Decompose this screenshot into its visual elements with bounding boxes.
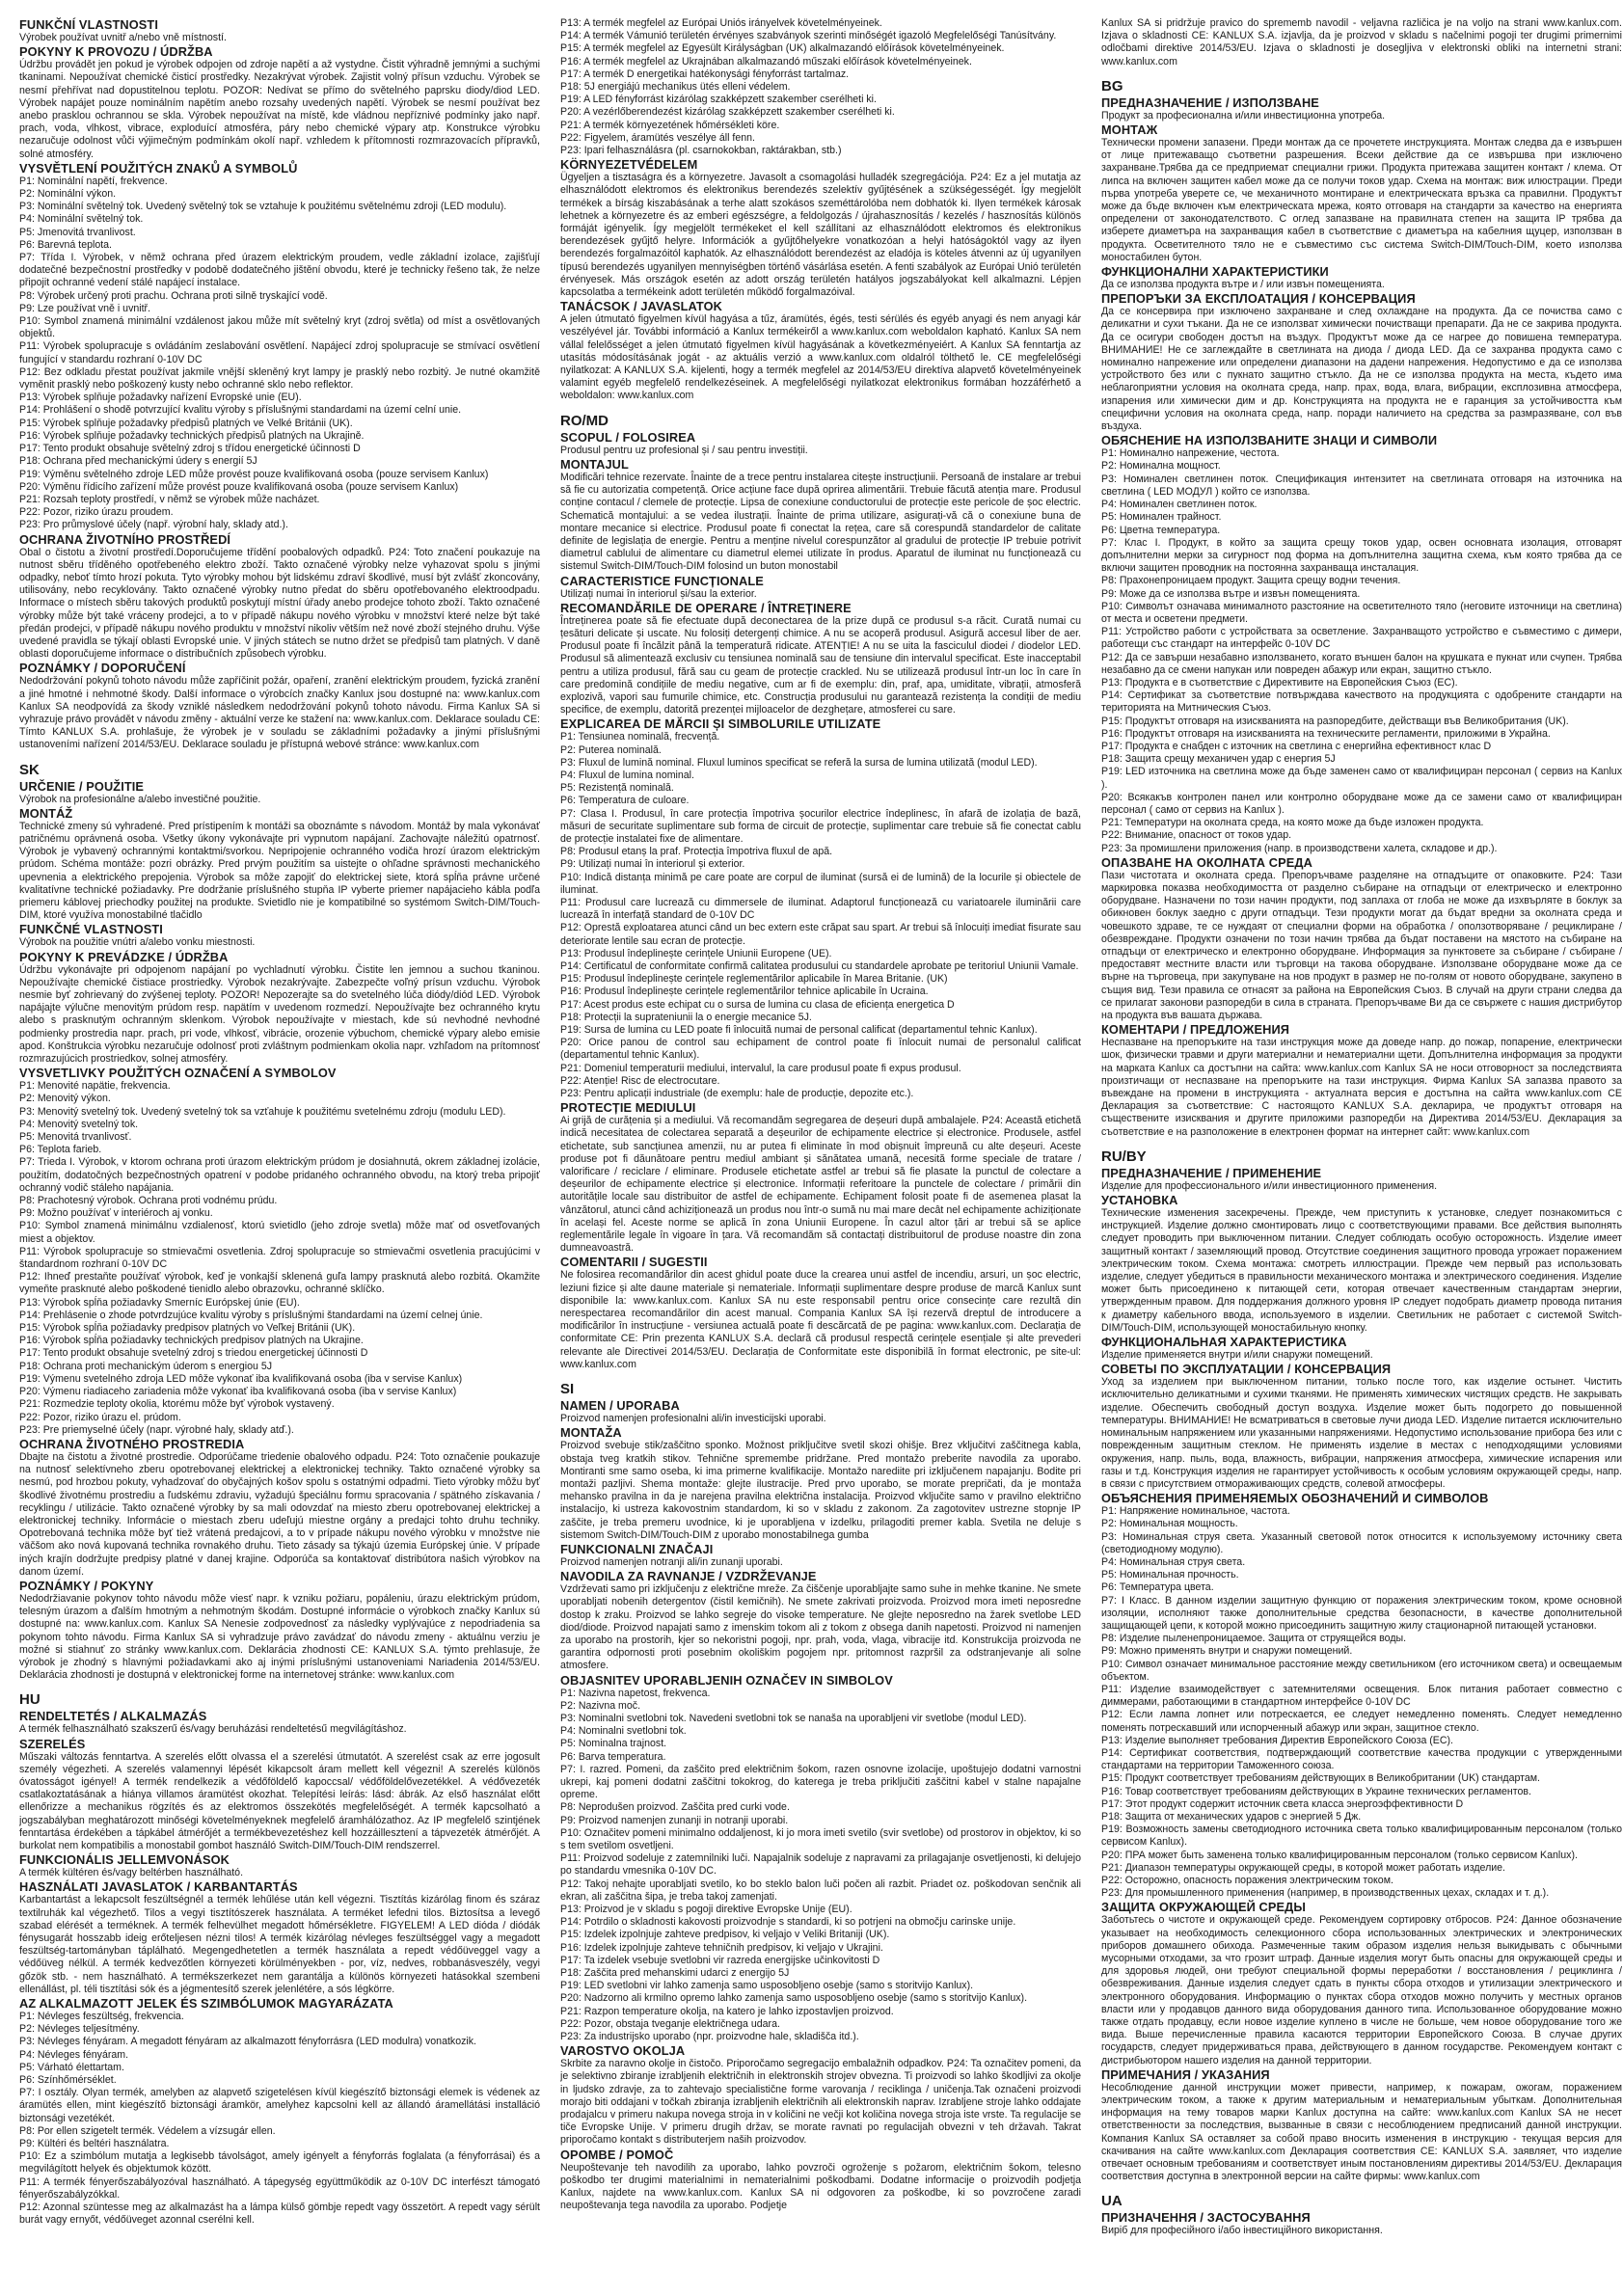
symbol-explanation: P20: Orice panou de control sau echipament de control poate fi înlocuit numai de personalul calificat (departamentul tehnic Kanlux).	[560, 1037, 1081, 1062]
symbol-explanation: P17: Этот продукт содержит источник света класса энергоэффективности D	[1101, 1797, 1464, 1810]
paragraph: Vzdrževati samo pri izključenju z električne mreže. Za čiščenje uporabljajte samo suhe in mehke tkanine. Ne smete uporabljati nobenih detergentov (čistil kemičnih). Ne smete zakrivati proizvoda. Proizvod mora imeti neposredne dostop k zraku. Proizvod se lahko segreje do visoke temperature. Ne glejte neposredno na žarek svetlobe LED diod/diode. Proizvod napajati samo z imenskim tokom ali z tokom z obsega danih napetosti. Proizvod ni namenjen za uporabo na prostorih, kjer so nekoristni pogoji, npr. prah, voda, vlaga, vibracije itd. Konstrukcija proizvoda ne garantira odpornosti proti posebnim okoliškim pogojem npr. pritomnost razpršil za odstranjevanje ali solne atmosfere.	[560, 1583, 1081, 1672]
section-bg	[1101, 78, 1622, 1139]
symbol-explanation: P10: Символ означает минимальное расстояние между светильником (его источником света) и освещаемым объектом.	[1101, 1658, 1622, 1683]
heading: ПРЕДНАЗНАЧЕНИЕ / ИЗПОЛЗВАНЕ	[1101, 95, 1319, 110]
symbol-explanation: P13: A termék megfelel az Európai Uniós irányelvek követelményeinek.	[560, 17, 882, 29]
symbol-explanation: P7: Trieda I. Výrobok, v ktorom ochrana proti úrazom elektrickým prúdom je dosiahnutá, okrem základnej izolácie, použitím, dodatočných bezpečnostných opatrení v podobe pridaného ochranného obvodu, na ktorý treba pripojiť ochranný vodič stáleho napájania.	[19, 1156, 540, 1194]
section-hu-tail	[560, 17, 1081, 403]
symbol-explanation: P2: Puterea nominală.	[560, 743, 662, 756]
symbol-explanation: P6: Barevná teplota.	[19, 238, 112, 251]
symbol-explanation: P19: A LED fényforrást kizárólag szakképzett szakember cserélheti ki.	[560, 94, 877, 106]
symbol-explanation: P6: Цветна температура.	[1101, 524, 1221, 536]
paragraph: Výrobok na profesionálne a/alebo investičné použitie.	[19, 793, 261, 805]
symbol-explanation: P15: Продукт соответствует требованиям действующих в Великобритании (UK) стандартам.	[1101, 1772, 1540, 1785]
symbol-explanation: P13: Продукта е в съответствие с Директивите на Европейския Съюз (ЕС).	[1101, 676, 1458, 689]
symbol-explanation: P5: Nominalna trajnost.	[560, 1738, 667, 1750]
symbol-explanation: P14: Potrdilo o skladnosti kakovosti proizvodnje s standardi, ki so potrjeni na območju carinske unije.	[560, 1916, 1016, 1929]
paragraph: Пази чистотата и околната среда. Препоръчваме разделяне на отпадъците от опаковките. P24: Тази маркировка показва необходимостта от разделно събиране на отпадъци от електрическо и електронно оборудване. Назначени по този начин продукти, под заплаха от глоба не може да изхвърляте в боклук за обикновен боклук заедно с други отпадъци. Тези продукти могат да бъдат вредни за околната среда и човешкото здраве, те се нуждаят от специални форми на обработка / оползотворяване / рециклиране / обезвреждане. Продукти означени по този начин трябва да бъдат поставени на мястото на събиране на отпадъци от електрическо и електронно оборудване. Информация за пунктовете за събиране / събиране / предоставят местните власти или търговци на такова оборудване. Използване оборудване може да се върне на търговеца, при закупуване на нов продукт в размер не по-голям от новото оборудване, закупено в същия вид. Тези правила се отнасят за района на Европейския Съюз. В случай на други страни следва да се прилагат законови разпоредби в сила в страната. Препоръчваме Ви да се свържете с нашия дистрибутор на продукта във вашата държава.	[1101, 869, 1622, 1022]
heading: NAVODILA ZA RAVNANJE / VZDRŽEVANJE	[560, 1569, 817, 1584]
symbol-explanation: P2: Номинална мощност.	[1101, 460, 1221, 473]
symbol-explanation: P18: Ochrana proti mechanickým úderom s energiou 5J	[19, 1360, 273, 1372]
symbol-list	[560, 1688, 1081, 2044]
symbol-explanation: P14: Certificatul de conformitate confirmă calitatea produsului cu standardele aprobate pe teritoriul Uniunii Vamale.	[560, 960, 1079, 972]
heading: КОМЕНТАРИ / ПРЕДЛОЖЕНИЯ	[1101, 1022, 1290, 1038]
symbol-explanation: P9: Možno používať v interiéroch aj vonku.	[19, 1207, 213, 1220]
symbol-explanation: P15: A termék megfelel az Egyesült Királyságban (UK) alkalmazandó előírások követelményeinek.	[560, 42, 1005, 55]
symbol-explanation: P22: Pozor, riziko úrazu el. prúdom.	[19, 1411, 181, 1423]
symbol-explanation: P8: Изделие пыленепроницаемое. Защита от струящейся воды.	[1101, 1633, 1407, 1645]
symbol-explanation: P21: A termék környezetének hőmérsékleti köre.	[560, 119, 780, 131]
symbol-explanation: P20: Nadzorno ali krmilno opremo lahko zamenja samo usposobljeno osebje (samo s storitvijo Kanlux).	[560, 1992, 1028, 2005]
paragraph: Technické zmeny sú vyhradené. Pred prístipením k montáži sa oboznámte s návodom. Montáž by mala vykonávať patričnému oprávnená osoba. Všetky úkony vykonávajte pri vypnutom napájaní. Zachovajte náležitú opatrnosť. Výrobok je vybavený ochrannými kontaktmi/svorkou. Nepripojenie ochranného vodiča hrozí úrazom elektrickým prúdom. Schéma montáže: pozri obrázky. Pred prvým použitím sa uistejte o ohľadne správnosti mechanického upevnenia a elektrického prepojenia. Výrobok sa môže zapojiť do elektrickej siete, ktorá spĺňa právne určené kvalitatívne technické požiadavky. Pre dodržanie príslušného stupňa IP vyberte priemer napájacieho kábla podľa priemeru káblovej priechodky použitej na produkte. Svietidlo nie je kompatibilné so systémom Switch-DIM/Touch-DIM, ktoré využíva monostabilné tlačidlo	[19, 820, 540, 922]
paragraph: Да се използва продукта вътре и / или извън помещенията.	[1101, 279, 1385, 291]
symbol-explanation: P4: Névleges fényáram.	[19, 2048, 129, 2061]
symbol-explanation: P10: Označitev pomeni minimalno oddaljenost, ki jo mora imeti svetilo (svir svetlobe) od prostorov in objektov, ki so s tem svetilom osvetljeni.	[560, 1826, 1081, 1851]
paragraph: Neupoštevanje teh navodilih za uporabo, lahko povzroči ogroženje s požarom, električnim šokom, telesno poškodbo ter drugimi materialnimi in nematerialnimi poškodbami. Dodatne informacije o proizvodih podjetja Kanlux, najdete na www.kanlux.com. Kanlux SA ni odgovoren za poškodbe, ki so povzročene zaradi neupoštevanja tega navodila za uporabo. Podjetje	[560, 2161, 1081, 2212]
symbol-explanation: P5: Várható élettartam.	[19, 2061, 124, 2073]
symbol-explanation: P14: A termék Vámunió területén érvényes szabványok szerinti minőségét igazoló Megfelelőségi Tanúsítvány.	[560, 30, 1057, 42]
symbol-explanation: P8: Produsul etanș la praf. Protecția împotriva fluxul de apă.	[560, 846, 833, 858]
symbol-explanation: P5: Номинален трайност.	[1101, 511, 1222, 524]
symbol-list	[19, 2011, 540, 2227]
paragraph: Неспазване на препоръките на тази инструкция може да доведе напр. до пожар, попарение, електрически шок, физически травми и други материални и нематериални щети. Допълнителна информация за продукти на марката Kanlux са достъпни на сайта: www.kanlux.com Kanlux SA не носи отговорност за последствията произтичащи от неспазване на препоръките на тази инструкция. Фирма Kanlux SA запазва правото за въвеждане на промени в инструкцията - актуалната версия е достъпна на сайта www.kanlux.com CE Декларация за съответствие: С настоящото KANLUX S.A. декларира, че продуктът отговаря на съществените изисквания и другите приложими разпоредби на Директива 2014/53/EU. Декларация за съответствие е на разположение в електронен формат на интернет сайт: www.kanlux.com	[1101, 1037, 1622, 1138]
symbol-explanation: P23: Pro průmyslové účely (např. výrobní haly, sklady atd.).	[19, 519, 288, 531]
column-2	[560, 17, 1081, 2283]
paragraph: Nedodržiavanie pokynov tohto návodu môže viesť napr. k vzniku požiaru, popáleniu, úrazu elektrickým prúdom, telesným úrazom a ďalším hmotným a nehmotným škodám. Dostupné informácie o výrobkoch značky Kanlux sú dostupné na: www.kanlux.com. Kanlux SA Nenesie zodpovednosť za následky vyplývajúce z nepodriadenia sa pokynom tohto návodu. Firma Kanlux SA si vyhradzuje právo zavádzať do návodu zmeny - aktuálnu verziu je možné si stiahnuť zo stránky www.kanlux.com. Deklarácia zhodnosti CE: KANLUX S.A. týmto prehlasuje, že výrobok je zhodný s hlavnými požiadavkami ako aj inými príslušnými ustanoveniami Nariadenia 2014/53/EU. Deklarácia zhodnosti je dostupná v elektronickej forme na internetovej stránke: www.kanlux.com	[19, 1592, 540, 1682]
symbol-explanation: P16: A termék megfelel az Ukrajnában alkalmazandó műszaki előírások követelményeinek.	[560, 55, 972, 68]
heading: VYSVETLIVKY POUŽITÝCH OZNAČENÍ A SYMBOLOV	[19, 1066, 337, 1081]
symbol-explanation: P15: Продуктът отговаря на изискванията на разпоредбите, действащи във Великобритания (UK).	[1101, 715, 1569, 727]
paragraph: Údržbu vykonávajte pri odpojenom napájaní po vychladnutí výrobku. Čistite len jemnou a suchou tkaninou. Nepoužívajte chemické čistiace prostriedky. Výrobok nezakrývajte. Zabezpečte voľný prísun vzduchu. Výrobok nesmie byť zohrievaný do zvýšenej teploty. POZOR! Nepozerajte sa do svetelného lúča diódy/diód LED. Výrobok napájajte výlučne menovitým prúdom resp. napätím v uvedenom rozmedzí. Nepoužívajte bez ochranného krytu alebo s prasknutým ochranným sklenkom. Výrobok nepoužívajte v miestach, kde sú nevhodné nevhodné podmienky prostredia napr. prach, pri vode, vlhkosť, vibrácie, orozenie výbuchom, chemické výpary alebo emisie apod. Konštrukcia výrobku nezaručuje odolnosť proti zvláštnym podmienkam okolia napr. vzhľadom na prítomnosť rozmrazujúcich prostriedkov, solnej atmosféry.	[19, 963, 540, 1066]
paragraph: A termék kültéren és/vagy beltérben használható.	[19, 1867, 244, 1879]
symbol-explanation: P9: Може да се използва вътре и извън помещенията.	[1101, 587, 1361, 600]
symbol-explanation: P4: Номинальная струя света.	[1101, 1555, 1246, 1568]
paragraph: Изделие для профессионального и/или инвестиционного применения.	[1101, 1179, 1438, 1192]
section-ru	[1101, 1148, 1622, 2184]
symbol-explanation: P11: Produsul care lucrează cu dimmersele de iluminat. Adaptorul funcționează cu variatoarele iluminării care lucrează în interfață standard de 0-10V DC	[560, 896, 1081, 922]
column-1	[19, 17, 540, 2283]
symbol-explanation: P12: Bez odkladu přestat používat jakmile vnější skleněný kryt lampy je prasklý nebo rozbitý. Je nutné okamžitě vyměnit prasklý nebo poškozený kusty nebo ochranné sklo nebo reflektor.	[19, 365, 540, 392]
symbol-explanation: P11: Výrobok spolupracuje so stmievačmi osvetlenia. Zdroj spolupracuje so stmievačmi osvetlenia pracujúcimi v štandardnom rozhraní 0-10V DC	[19, 1245, 540, 1271]
symbol-explanation: P16: Výrobek splňuje požadavky technických předpisů platných na Ukrajině.	[19, 429, 365, 442]
paragraph: Utilizați numai în interiorul și/sau la exterior.	[560, 587, 757, 600]
symbol-explanation: P3: Névleges fényáram. A megadott fényáram az alkalmazott fényforrásra (LED modulra) vonatkozik.	[19, 2036, 476, 2048]
heading: HASZNÁLATI JAVASLATOK / KARBANTARTÁS	[19, 1879, 298, 1895]
heading: MONTÁŽ	[19, 805, 73, 821]
language-code: SK	[19, 761, 40, 778]
symbol-explanation: P1: Menovité napätie, frekvencia.	[19, 1080, 171, 1093]
symbol-explanation: P16: Produsul îndeplinește cerințele reglementărilor tehnice aplicabile în Ucraina.	[560, 986, 929, 998]
symbol-explanation: P18: Ochrana před mechanickými údery s energií 5J	[19, 455, 257, 468]
heading: УСТАНОВКА	[1101, 1193, 1178, 1208]
section-si-tail	[1101, 17, 1622, 68]
paragraph: Продукт за професионална и/или инвестиционна употреба.	[1101, 109, 1386, 122]
heading: FUNKCIONALNI ZNAČAJI	[560, 1541, 714, 1556]
symbol-explanation: P2: Nominální výkon.	[19, 188, 117, 201]
symbol-explanation: P12: Если лампа лопнет или потрескается, ее следует немедленно поменять. Следует немедленно поменять потрескавший или испорченный абажур или экран, защитное стекло.	[1101, 1709, 1622, 1734]
language-code: RO/MD	[560, 412, 609, 429]
symbol-explanation: P3: Номинален светлинен поток. Спецификация интензитет на светлината отговаря на източника на светлина ( LED МОДУЛ ) който се използва.	[1101, 473, 1622, 498]
symbol-explanation: P19: Výmenu svetelného zdroja LED môže vykonať iba kvalifikovaná osoba (iba v servise Kanlux)	[19, 1372, 463, 1385]
heading: VYSVĚTLENÍ POUŽITÝCH ZNAKŮ A SYMBOLŮ	[19, 160, 298, 176]
symbol-explanation: P20: Výměnu řídicího zařízení může provést pouze kvalifikovaná osoba (pouze servisem Kanlux)	[19, 480, 459, 493]
symbol-explanation: P1: Nazivna napetost, frekvenca.	[560, 1687, 711, 1699]
symbol-explanation: P1: Nominální napětí, frekvence.	[19, 175, 168, 187]
symbol-explanation: P9: Proizvod namenjen zunanji in notranji uporabi.	[560, 1814, 789, 1826]
symbol-explanation: P11: Výrobek spolupracuje s ovládáním zeslabování osvětlení. Napájecí zdroj spolupracuje se stmívací osvětlení fungující v standardu rozhraní 0-10V DC	[19, 340, 540, 365]
symbol-explanation: P16: Товар соответствует требованиям действующих в Украине технических регламентов.	[1101, 1785, 1531, 1797]
heading: AZ ALKALMAZOTT JELEK ÉS SZIMBÓLUMOK MAGYARÁZATA	[19, 1996, 393, 2012]
symbol-explanation: P14: Сертификат за съответствие потвърждава качеството на продукцията с одобрените стандарти на територията на Митническия Съюз.	[1101, 689, 1622, 715]
symbol-explanation: P17: Ta izdelek vsebuje svetlobni vir razreda energijske učinkovitosti D	[560, 1954, 880, 1966]
heading: MONTAŽA	[560, 1425, 622, 1441]
symbol-explanation: P16: Výrobok spĺňa požiadavky technických predpisov platných na Ukrajine.	[19, 1335, 364, 1347]
symbol-explanation: P6: Temperatura de culoare.	[560, 795, 690, 807]
language-code: BG	[1101, 77, 1123, 95]
symbol-explanation: P10: Symbol znamená minimální vzdálenost jakou může mít světelný kryt (zdroj světla) od míst a osvětlovaných objektů.	[19, 315, 540, 340]
paragraph: Nedodržování pokynů tohoto návodu může zapříčinit požár, opaření, zranění elektrickým proudem, fyzická zranění a jiné hmotné i nehmotné škody. Další informace o výrobcích značky Kanlux jsou dostupné na: www.kanlux.com Kanlux SA neodpovídá za škody vzniklé následkem nedodržování pokynů tohoto návodu. Firma Kanlux SA si vyhrazuje právo provádět v návodu změny - aktuální verze ke stažení na: www.kanlux.com. Deklarace souladu CE: Tímto KANLUX S.A. prohlašuje, že výrobek je v souladu se základními požadavky a jinými příslušnými ustanoveními nařízení 2014/53/EU. Deklarace souladu je přístupná webové stránce: www.kanlux.com	[19, 675, 540, 751]
symbol-explanation: P6: Barva temperatura.	[560, 1750, 666, 1763]
paragraph: Műszaki változás fenntartva. A szerelés előtt olvassa el a szerelési útmutatót. A szerelést csak az erre jogosult személy végezheti. A szerelés valamennyi lépését kikapcsolt áram mellett kell végezni! A szerelés különös óvatosságot igényel! A termék rendelkezik a védőföldelő kapoccsal/ védőföldelővezetékkel. A védővezeték csatlakoztatásának a hiánya villamos áramütést okozhat. Telepítési leírás: lásd: ábrák. Az első használat előtt ellenőrizze a mechanikus rögzítés és az elektromos összekötés megfelelőségét. A termék kapcsolható a jogszabályban meghatározott minőségi követelményeknek megfelelő áramhálózathoz. Az IP megfelelő szintjének fenntartása érdekében a tápkábel átmérőjét a termékbevezetéshez kell hozzáillesztení a tápvezeték átmérőjét. A burkolat nem kompatibilis a monostabil gombot használó Switch-DIM/Touch-DIM rendszerrel.	[19, 1750, 540, 1851]
heading: ПРИЗНАЧЕННЯ / ЗАСТОСУВАННЯ	[1101, 2210, 1311, 2226]
paragraph: Produsul pentru uz profesional și / sau pentru investiții.	[560, 444, 808, 456]
symbol-explanation: P2: Номинальная мощность.	[1101, 1518, 1238, 1530]
heading: SCOPUL / FOLOSIREA	[560, 429, 696, 445]
symbol-explanation: P16: Izdelek izpolnjuje zahteve tehničnih predpisov, ki veljajo v Ukrajini.	[560, 1941, 883, 1954]
symbol-explanation: P1: Tensiunea nominală, frecvență.	[560, 731, 720, 743]
paragraph: Заботьтесь о чистоте и окружающей среде. Рекомендуем сортировку отбросов. P24: Данное обозначение указывает на необходимость селекционного сбора использованных электрических и электронических приборов домашнего обихода. Размеченные таким образом изделия нельзя выкидывать с обычными мусорными отходами, за что грозит штраф. Данные изделия могут быть опасны для окружающей среды и для здоровья людей, они требуют специальной формы переработки / восстановления / рециклинга / обезвреживания. Данные изделия следует сдать в пункты сбора отходов и утилизации электрического и электронного оборудования. Информацию о пунктах сбора отходов можно получить у местных органов власти или у продавцов данного вида оборудования данного типа. Использованное оборудование можно также отдать продавцу, если новое изделие куплено в числе не больше, чем новое оборудование того же вида. Выше перечисленные правила касаются территории Европейского Союза. В случае других государств, следует придерживаться права, действующего в данном государстве. Рекомендуем контакт с дистрибьютором нашего изделия на данной территории.	[1101, 1914, 1622, 2066]
heading: COMENTARII / SUGESTII	[560, 1255, 708, 1270]
symbol-explanation: P10: Symbol znamená minimálnu vzdialenosť, ktorú svietidlo (jeho zdroje svetla) môže mať od osvetľovaných miest a objektov.	[19, 1220, 540, 1245]
symbol-explanation: P21: Domeniul temperaturii mediului, intervalul, la care produsul poate fi expus produsul.	[560, 1062, 961, 1074]
paragraph: Виріб для професійного і/або інвестиційного використання.	[1101, 2225, 1383, 2237]
symbol-explanation: P3: Nominalni svetlobni tok. Navedeni svetlobni tok se nanaša na uporabljeni vir svetlobe (modul LED).	[560, 1712, 1027, 1724]
symbol-explanation: P23: Для промышленного применения (например, в производственных цехах, складах и т. д.).	[1101, 1887, 1550, 1900]
symbol-explanation: P9: Lze používat vně i uvnitř.	[19, 302, 151, 314]
symbol-explanation: P20: Výmenu riadiaceho zariadenia môže vykonať iba kvalifikovaná osoba (iba v servise Kanlux)	[19, 1386, 457, 1398]
heading: FUNKČNÍ VLASTNOSTI	[19, 17, 158, 32]
symbol-explanation: P7: Třída I. Výrobek, v němž ochrana před úrazem elektrickým proudem, vedle základní izolace, zajišťují dodatečné bezpečnostní prostředky v podobě dodatečného jištění obvodu, které je technicky řešeno tak, že nelze připojit ochranné vedení stálé napájecí instalace.	[19, 252, 540, 289]
symbol-explanation: P19: Возможность замены светодиодного источника света только квалифицированным персоналом (только сервисом Kanlux).	[1101, 1823, 1622, 1849]
symbol-explanation: P1: Névleges feszültség, frekvencia.	[19, 2011, 184, 2023]
symbol-explanation: P17: Tento produkt obsahuje svetelný zdroj s triedou energetickej účinnosti D	[19, 1347, 368, 1360]
symbol-explanation: P12: Да се завърши незабавно използването, когато външен балон на крушката е пукнат или счупен. Трябва незабавно да се смени напукан или повреден абажур или екран, защитно стъкло.	[1101, 651, 1622, 676]
symbol-explanation: P14: Prehlásenie o zhode potvrdzujúce kvalitu výroby s príslušnými štandardami na území celnej únie.	[19, 1309, 483, 1321]
symbol-explanation: P4: Nominální světelný tok.	[19, 213, 144, 226]
symbol-explanation: P15: Izdelek izpolnjuje zahteve predpisov, ki veljajo v Veliki Britaniji (UK).	[560, 1929, 890, 1941]
symbol-explanation: P7: Clasa I. Produsul, în care protecția împotriva șocurilor electrice îndeplinesc, în afară de izolația de bază, măsuri de securitate suplimentare sub forma de circuit de protecție, suplimentar care trebuie să fie conectat cablu de protecție instalatei fixe de alimentare.	[560, 807, 1081, 845]
symbol-explanation: P22: Pozor, riziko úrazu proudem.	[19, 506, 174, 519]
paragraph: Технические изменения засекречены. Прежде, чем приступить к установке, следует познакомиться с инструкцией. Изделие должно смонтировать лицо с соответствующими правами. Все действия выполнять следует проводить при выключенном питании. Следует соблюдать особую осторожность. Изделие имеет защитный контакт / заземляющий провод. Отсутствие соединения защитного провода угрожает поражением электрическим током. Схема монтажа: смотреть иллюстрации. Прежде чем первый раз использовать изделие, следует убедиться в правильности механического монтажа и электрического соединения. Изделие может быть присоединено к питающей сети, которая отвечает качественным стандартам энергии, утвержденным правом. Для поддержания должного уровня IP следует подобрать диаметр провода питания к диаметру кабельного ввода, используемого в изделии. Светильник не работает с системой Switch-DIM/Touch-DIM, использующей моностабильную кнопку.	[1101, 1207, 1622, 1334]
symbol-explanation: P3: Номинальная струя света. Указанный световой поток относится к используемому источнику света (светодиодному модулю).	[1101, 1530, 1622, 1555]
symbol-explanation: P18: Защита от механических ударов с энергией 5 Дж.	[1101, 1810, 1362, 1823]
symbol-explanation: P2: Névleges teljesítmény.	[19, 2023, 140, 2036]
language-code: HU	[19, 1691, 41, 1709]
heading: POKYNY K PROVOZU / ÚDRŽBA	[19, 44, 213, 60]
heading: ПРЕДНАЗНАЧЕНИЕ / ПРИМЕНЕНИЕ	[1101, 1165, 1322, 1180]
heading: NAMEN / UPORABA	[560, 1398, 680, 1414]
symbol-list	[560, 17, 1081, 157]
symbol-explanation: P22: Figyelem, áramütés veszélye áll fenn.	[560, 131, 755, 144]
symbol-explanation: P21: Rozmedzie teploty okolia, ktorému môže byť výrobok vystavený.	[19, 1398, 335, 1411]
heading: СОВЕТЫ ПО ЭКСПЛУАТАЦИИ / КОНСЕРВАЦИЯ	[1101, 1362, 1392, 1377]
symbol-explanation: P21: Rozsah teploty prostředí, v němž se výrobek může nacházet.	[19, 493, 320, 505]
symbol-explanation: P4: Nominalni svetlobni tok.	[560, 1725, 687, 1738]
symbol-explanation: P4: Fluxul de lumina nominal.	[560, 769, 694, 781]
symbol-explanation: P3: Menovitý svetelný tok. Uvedený svetelný tok sa vzťahuje k použitému svetelnému zdroju (modulu LED).	[19, 1105, 506, 1118]
symbol-explanation: P10: Ez a szimbólum mutatja a legkisebb távolságot, amely igényelt a fényforrás foglalata (a fényforrásai) és a megvilágított helyek és objektumok között.	[19, 2150, 540, 2175]
section-cs-tail	[19, 17, 540, 752]
symbol-explanation: P12: Azonnal szüntesse meg az alkalmazást ha a lámpa külső gömbje repedt vagy összetört. A repedt vagy sérült burát vagy ernyőt, védőüveget azonnal cserélni kell.	[19, 2201, 540, 2227]
symbol-explanation: P17: Acest produs este echipat cu o sursa de lumina cu clasa de eficiența energetica D	[560, 998, 955, 1011]
paragraph: Ai grijă de curățenia și a mediului. Vă recomandăm segregarea de deșeuri după ambalajele. P24: Această etichetă indică necesitatea de colectarea separată a deșeurilor de echipamente electrice și electronice. Produsele, astfel etichetate, sub sancțiunea amenzii, nu ar putea fi eliminate în mod obișnuit împreună cu alte deșeuri. Aceste produse pot fi dăunătoare pentru mediul ambiant și sănătatea umană, necesită forme speciale de tratare / valorificare / reciclare / eliminare. Produsele etichetate astfel ar trebui să fie plasate la punctul de colectare a deșeurilor de echipamente electrice și electronice. Informații referitoare la punctele de colectare / primării din autoritățile locale sau distribuitor de astfel de echipamente. Echipament folosit poate fi de asemenea plasat la vânzătorul, atunci când achiziționează un produs nou într-o sumă nu mai mare decât nel echipamente achiziționate în același fel. Aceste norme se aplică în zona Uniunii Europene. În cazul altor țări ar trebui să se aplice reglementările legale în vigoare în țara. Vă recomandăm să contactați distribuitorul de produse noastre din zona dumneavoastră.	[560, 1115, 1081, 1255]
symbol-explanation: P2: Nazivna moč.	[560, 1699, 641, 1712]
heading: ЗАЩИТА ОКРУЖАЮЩЕЙ СРЕДЫ	[1101, 1900, 1306, 1915]
symbol-explanation: P2: Menovitý výkon.	[19, 1093, 111, 1105]
symbol-explanation: P22: Внимание, опасност от токов удар.	[1101, 829, 1292, 842]
symbol-explanation: P9: Можно применять внутри и снаружи помещений.	[1101, 1645, 1353, 1658]
symbol-explanation: P4: Номинален светлинен поток.	[1101, 499, 1258, 511]
heading: RENDELTETÉS / ALKALMAZÁS	[19, 1709, 207, 1724]
symbol-explanation: P7: I osztály. Olyan termék, amelyben az alapvető szigetelésen kívül kiegészítő biztonsági elemek is védenek az áramütés ellen, mint kiegészítő biztonsági áramkör, amelyhez kapcsolni kell az állandó áramellátási installáció biztonsági vezetékét.	[19, 2087, 540, 2124]
language-code: UA	[1101, 2193, 1123, 2210]
symbol-explanation: P13: Výrobek splňuje požadavky nařízení Evropské unie (EU).	[19, 392, 302, 404]
symbol-explanation: P8: Prachotesný výrobok. Ochrana proti vodnému prúdu.	[19, 1195, 278, 1207]
symbol-explanation: P8: Por ellen szigetelt termék. Védelem a vízsugár ellen.	[19, 2124, 276, 2137]
language-code: SI	[560, 1381, 575, 1398]
symbol-explanation: P19: LED източника на светлина може да бъде заменен само от квалифициран персонал ( сервиз на Kanlux ).	[1101, 766, 1622, 791]
symbol-explanation: P19: LED svetlobni vir lahko zamenja samo usposobljeno osebje (samo s storitvijo Kanlux).	[560, 1980, 974, 1992]
paragraph: Изделие применяется внутри и/или снаружи помещений.	[1101, 1349, 1373, 1362]
heading: OCHRANA ŽIVOTNÉHO PROSTREDIA	[19, 1436, 245, 1451]
heading: SZERELÉS	[19, 1736, 86, 1751]
symbol-explanation: P20: ПРА может быть заменена только квалифицированным персоналом (только сервисом Kanlux).	[1101, 1849, 1578, 1861]
symbol-explanation: P5: Номинальная прочность.	[1101, 1569, 1239, 1581]
symbol-explanation: P9: Utilizați numai în interiorul și exterior.	[560, 858, 745, 871]
paragraph: Dbajte na čistotu a životné prostredie. Odporúčame triedenie obalového odpadu. P24: Toto označenie poukazuje na nutnosť selektívneho zberu opotrebovanej elektrickej a elektronickej techniky. Takto označené výrobky sa nesmú, pod hrozbou pokuty, vyhadzovať do obyčajných košov spolu s ostatnými odpadmi. Tieto výrobky môžu byť škodlivé životnému prostrediu a ľudskému zdraviu, vyžadujú špeciálnu formu spracovania / spätného získavania / recyklingu / utilizácie. Takto označené výrobky by sa mali odovzdať na miesto zberu opotrebovanej elektrickej a elektronickej techniky. Informácie o miestach zberu udeľujú miestne orgány a predajci tohto druhu techniky. Opotrebovaná technika môže byť tiež vrátená predajcovi, a to v prípade nákupu nového výrobku v množstve nie väčšom ako nová kupovaná technika rovnakého druhu. Tieto zásady sa týkajú územia Európskej únie. V prípade iných krajín dodržujte predpisy platné v danej krajine. Odporúča sa kontaktovať distribútora našich výrobkov na danom území.	[19, 1450, 540, 1578]
symbol-list	[1101, 1505, 1622, 1900]
symbol-explanation: P20: A vezérlőberendezést kizárólag szakképzett szakember cserélheti ki.	[560, 106, 895, 119]
symbol-explanation: P13: Výrobok spĺňa požiadavky Smerníc Európskej únie (EU).	[19, 1296, 300, 1309]
symbol-explanation: P10: Символът означава минималното разстояние на осветителното тяло (неговите източници на светлина) от места и осветени предмети.	[1101, 600, 1622, 625]
symbol-explanation: P23: Pentru aplicații industriale (de exemplu: hale de producție, depozite etc.).	[560, 1088, 914, 1100]
paragraph: Proizvod svebuje stik/zaščitno sponko. Možnost priključitve svetil skozi ohišje. Brez vključitvi zaščitnega kabla, obstaja tveg kratkih stikov. Tehnične spremembe pridržane. Pred montažo preberite navodila za uporabo. Montiranti sme samo oseba, ki ima primerne kvalifikacije. Montažo narediite pri izključenem napajanju. Bodite pri montaži pazljivi. Shema montaže: glejte ilustracije. Pred prvo uporabo, se morate prepričati, da je montaža mehansko pravilna in da je narejena pravilna električna instalacija. Proizvod vključite samo v pravilno električno instalacijo, ki ustreza kakovostnim standardom, ki so v skladu z zakonom. Za zagotovitev ustrezne stopnje IP zaščite, je treba premeru uvodnice, ki je uporabljena v izdelku, prilagoditi premer kabla. Svetila ne deluje s sistemom Switch-DIM/Touch-DIM z uporabo monostabilnega gumba	[560, 1440, 1081, 1541]
symbol-explanation: P15: Výrobek splňuje požadavky předpisů platných ve Velké Británii (UK).	[19, 417, 353, 429]
symbol-explanation: P11: Proizvod sodeluje z zatemnilniki luči. Napajalnik sodeluje z napravami za prilagajanje osvetljenosti, ki delujejo po standardu vmesnika 0-10V DC.	[560, 1852, 1081, 1877]
heading: EXPLICAREA DE MĂRCII ȘI SIMBOLURILE UTILIZATE	[560, 716, 881, 732]
symbol-explanation: P6: Температура цвета.	[1101, 1581, 1214, 1594]
symbol-explanation: P6: Színhőmérséklet.	[19, 2074, 117, 2087]
heading: ОБЪЯСНЕНИЯ ПРИМЕНЯЕМЫХ ОБОЗНАЧЕНИЙ И СИМВОЛОВ	[1101, 1491, 1489, 1506]
symbol-explanation: P7: Клас I. Продукт, в който за защита срещу токов удар, освен основната изолация, отговарят допълнителни мерки за сигурност под форма на допълнителна защитна схема, към която трябва да се включи защитен проводник на постоянна захранваща инсталация.	[1101, 536, 1622, 575]
paragraph: Întreținerea poate să fie efectuate după deconectarea de la prize după ce produsul s-a răcit. Curată numai cu țesături delicate și uscate. Nu folosiți detergenți chimice. A nu se acoperă produsul. Asigură accesul liber de aer. Produsul poate fi încălzit până la temperatură ridicate. ATENȚIE! A nu se uita la fasciculul diodei / diodelor LED. Produsul să alimentează exclusiv cu tensiunea nominală sau de tensiune din intervalul specificat. Este inacceptabil pentru a utiliza produsul, fără sau cu geam de protecție crackled. Nu se utilizează produsul într-un loc în care în care predomină condițiile de mediu negative, cum ar fi de exemplu: din, praf, apa, umiditate, vibrații, atmosferă explozivă, vapori sau fumurile chimice, etc. Construcția produsului nu garantează rezistența la condiții de mediu specifice, de exemplu, datorită prezenței mijloacelor de dezghețare, atmosferei cu sare.	[560, 614, 1081, 716]
symbol-explanation: P12: Takoj nehajte uporabljati svetilo, ko bo steklo balon luči počen ali razbit. Priadet oz. poškodovan senčnik ali ekran, ali zaščitna šipa, je treba takoj zamenjati.	[560, 1877, 1081, 1903]
symbol-explanation: P15: Výrobok spĺňa požiadavky predpisov platných vo Veľkej Británii (UK).	[19, 1322, 356, 1335]
symbol-explanation: P7: I. razred. Pomeni, da zaščito pred električnim šokom, razen osnovne izolacije, upoštujejo dodatni varnostni ukrepi, kaj pomeni dodatni zaščitni tokokrog, do katerega je treba priključiti zaščitni kabel v stalne napajalne opreme.	[560, 1763, 1081, 1801]
heading: RECOMANDĂRILE DE OPERARE / ÎNTREȚINERE	[560, 600, 852, 615]
symbol-explanation: P15: Produsul îndeplinește cerințele reglementărilor aplicabile în Marea Britanie. (UK)	[560, 973, 948, 986]
heading: POZNÁMKY / DOPORUČENÍ	[19, 661, 186, 676]
paragraph: Да се консервира при изключено захранване и след охлаждане на продукта. Да се почиства само с деликатни и сухи тъкани. Да не се използват химически почистващи препарати. Да не се закрива продукта. Да се осигури свободен достъп на въздух. Продуктът може да се нагрее до повишена температура. ВНИМАНИЕ! Не се заглеждайте в светлината на диода / диода LED. Да се захранва продукта само с номинално напрежение или определени диапазони на дадени напрежения. Недопустимо е да се използва устройството без или с пукнато защитно стъкло. Да не се използва продукта на места, където има неблагоприятни условия на околната среда, напр. прах, вода, влага, вибрации, експлозивна атмосфера, изпарения или химически дим и др. Конструкцията на продукта не е гаранция за устойчивостта към специфични условия на околната среда, напр. поради наличието на средства за размразяване, сол във въздуха.	[1101, 306, 1622, 433]
symbol-explanation: P3: Nominální světelný tok. Uvedený světelný tok se vztahuje k použitému světelnému zdroji (LED modulu).	[19, 201, 507, 213]
symbol-explanation: P11: Устройство работи с устройствата за осветление. Захранващото устройство е съвместимо с димери, работещи със стандарт на интерфейс 0-10V DC	[1101, 626, 1622, 651]
symbol-explanation: P18: Zaščita pred mehanskimi udarci z energijo 5J	[560, 1967, 790, 1980]
paragraph: A termék felhasználható szakszerű és/vagy beruházási rendeltetésű megvilágításhoz.	[19, 1723, 407, 1736]
symbol-explanation: P23: Pre priemyselné účely (napr. výrobné haly, sklady atď.).	[19, 1423, 294, 1436]
symbol-explanation: P14: Сертификат соответствия, подтверждающий соответствие качества продукции с утвержденными стандартами на территории Таможенного союза.	[1101, 1746, 1622, 1772]
symbol-explanation: P22: Atenție! Risc de electrocutare.	[560, 1074, 720, 1087]
symbol-explanation: P5: Jmenovitá trvanlivost.	[19, 226, 136, 238]
paragraph: Уход за изделием при выключенном питании, только после того, как изделие остынет. Чистить исключительно деликатными и сухими тканями. Не применять химических чистящих средств. Не закрывать изделие. Обеспечить свободный доступ воздуха. Изделие может быть подогрето до повышенной температуры. ВНИМАНИЕ! Не всматриваться в световые лучи диода LED. Изделие питается исключительно номинальным напряжением или указанными напряжениями. Недопустимо использование прибора без или с поврежденным защитным стеклом. Не применять изделие в местах с неподходящими условиями окружения, напр. пыль, вода, влажность, вибрации, напряжения атмосфера, химические испарения или газы и т.д. Конструкция изделия не гарантирует устойчивость к особым условиям окружающей среды, напр. в связи с присутствием отмораживающих средств, солевой атмосферы.	[1101, 1376, 1622, 1490]
heading: PROTECȚIE MEDIULUI	[560, 1100, 696, 1116]
paragraph: Výrobek používat uvnitř a/nebo vně místností.	[19, 32, 227, 43]
symbol-explanation: P20: Всякакъв контролен панел или контролно оборудване може да се замени само от квалифициран персонал ( само от сервиз на Kanlux ).	[1101, 791, 1622, 816]
symbol-explanation: P5: Menovitá trvanlivosť.	[19, 1131, 132, 1144]
symbol-explanation: P19: Sursa de lumina cu LED poate fi înlocuită numai de personal calificat (departamentul tehnic Kanlux).	[560, 1024, 1038, 1037]
symbol-explanation: P14: Prohlášení o shodě potvrzující kvalitu výroby s příslušnými standardami na území celní unie.	[19, 404, 462, 417]
symbol-explanation: P16: Продуктът отговаря на изискванията на техническите регламенти, приложими в Украйна.	[1101, 727, 1551, 740]
heading: FUNKČNÉ VLASTNOSTI	[19, 922, 163, 937]
symbol-list	[560, 731, 1081, 1100]
paragraph: Proizvod namenjen profesionalni ali/in investicijski uporabi.	[560, 1413, 826, 1425]
symbol-explanation: P23: За промишлени приложения (напр. в производствени халета, складове и др.).	[1101, 842, 1498, 854]
heading: ФУНКЦИОНАЛНИ ХАРАКТЕРИСТИКИ	[1101, 264, 1329, 280]
symbol-explanation: P11: Изделие взаимодействует с затемнителями освещения. Блок питания работает совместно с диммерами, работающими в стандартном интерфейсе 0-10V DC	[1101, 1683, 1622, 1709]
symbol-explanation: P17: Продукта е снабден с източник на светлина с енергийна ефективност клас D	[1101, 740, 1492, 752]
heading: OPOMBE / POMOČ	[560, 2147, 674, 2162]
symbol-explanation: P19: Výměnu světelného zdroje LED může provést pouze kvalifikovaná osoba (pouze servisem Kanlux)	[19, 468, 489, 480]
symbol-explanation: P9: Kültéri és beltéri használatra.	[19, 2138, 170, 2150]
paragraph: Obal o čistotu a životní prostředí.Doporučujeme třídění poobalových odpadků. P24: Toto značení poukazuje na nutnost sběru tříděného opotřebeného elektro zboží. Takto označené výrobky nelze vyhazovat spolu s jinými odpadky, neboť tímto hrozí pokuta. Tyto výrobky mohou být lidskému zdraví škodlivé, musí být zvlášť zkoncovány, utilisovány, nebo recyklovány. Takto označené výrobky nutno předat do sběru opotřebovaného elektroodpadu. Informace o místech sběru takových produktů poskytují místní úřady anebo prodejce tohoto zboží. Takto označené výrobky může být také vráceny prodejci, a to v případě nákupu nového výrobku v množství které nelze být také předán prodejci, v případě nákupu nového produktu v množství nikoliv větším než nové zboží stejného druhu. Výše uvedené pravidla se týkají oblasti Evropské unie. V jiných státech se nutno držet se předpisů tam platných. V daně oblasti doporučujeme informace o distribučních způsobech výrobku.	[19, 546, 540, 661]
symbol-explanation: P12: Oprestă exploatarea atunci când un bec extern este crăpat sau spart. Ar trebui să înlocuiți imediat fisurate sau deteriorate lentile sau ecran de protecție.	[560, 922, 1081, 947]
paragraph: A jelen útmutató figyelmen kívül hagyása a tűz, áramütés, égés, testi sérülés és egyéb anyagi és nem anyagi kár veszélyével jár. További információ a Kanlux termékeiről a www.kanlux.com weboldalon kapható. Kanlux SA nem vállal felelősséget a jelen útmutató figyelmen kívül hagyásának a következményeiért. A Kanlux SA fenntartja az utasítás módosításának jogát - az aktuális verzió a www.kanlux.com oldalról tölthető le. CE megfelelőségi nyilatkozat: A KANLUX S.A. kijelenti, hogy a termék megfelel az 2014/53/EU direktíva alapvető követelményeinek valamint egyéb megfelelő rendelkezéseinek. A megfelelőségi nyilatkozat elektronikus formában hozzáférhető a weboldalon: www.kanlux.com	[560, 313, 1081, 402]
symbol-explanation: P18: 5J energiájú mechanikus ütés elleni védelem.	[560, 81, 791, 94]
heading: CARACTERISTICE FUNCȚIONALE	[560, 573, 764, 588]
section-hu	[19, 1691, 540, 2227]
section-ua	[1101, 2193, 1622, 2237]
symbol-explanation: P17: A termék D energetikai hatékonysági fényforrást tartalmaz.	[560, 68, 850, 80]
paragraph: Технически промени запазени. Преди монтаж да се прочетете инструкцията. Монтаж следва да е извършен от лице притежаващо съответни разрешения. Всеки действие да се извършва при изключено захранване.Трябва да се предприемат специални грижи. Продукта притежава защитен контакт / клема. От липса на включен защитен кабел може да се получи токов удар. Схема на монтаж: виж илюстрации. Преди първа употреба уверете се, че механичното монтиране и електрическата връзка са правилни. Продуктът може да бъде включен към електрическата мрежа, която отговаря на стандарти за качество на енергията определени от законодателството. С оглед запазване на правилната степен на защита IP трябва да изберете диаметъра на захранващия кабел в съответствие с диаметъра на кабелния щуцер, използван в продукта. Осветителното тяло не е съвместимо със система Switch-DIM/Touch-DIM, което използва моностабилен бутон.	[1101, 137, 1622, 263]
section-sk	[19, 762, 540, 1683]
symbol-explanation: P11: A termék fényerőszabályozóval használható. A tápegység együttműködik az 0-10V DC interfészt támogató fényerőszabályzókkal.	[19, 2175, 540, 2201]
heading: FUNKCIONÁLIS JELLEMVONÁSOK	[19, 1852, 230, 1868]
symbol-explanation: P5: Rezistență nominală.	[560, 782, 674, 795]
symbol-explanation: P18: Защита срещу механичен удар с енергия 5J	[1101, 753, 1336, 766]
paragraph: Výrobok na použitie vnútri a/alebo vonku miestnosti.	[19, 936, 256, 949]
heading: MONTAJUL	[560, 456, 629, 472]
paragraph: Несоблюдение данной инструкции может привести, например, к пожарам, ожогам, поражением электрическим током, а также к другим материальным и нематериальным убыткам. Дополнительная информация на тему товаров марки Kanlux доступна на сайте: www.kanlux.com Kanlux SA не несет ответственности за последствия, вызванные в связи с несоблюдением предписаний данной инструкции. Компания Kanlux SA оставляет за собой право вносить изменения в инструкцию - текущая версия для скачивания на сайте www.kanlux.com Декларация соответствия CE: KANLUX S.A. заявляет, что изделие отвечает основным требованиям и соответствует иным постановлениям директивы 2014/53/EU. Декларация соответствия доступна в электронной версии на сайте фирмы: www.kanlux.com	[1101, 2081, 1622, 2183]
paragraph: Karbantartást a lekapcsolt feszültségnél a termék lehűlése után kell végezni. Tisztítás kizárólag finom és száraz textilruhák kal végezhető. Tilos a vegyi tisztítószerek használata. A terméket lefedni tilos. Biztosítsa a levegő szabad elérését a terméknek. A termék felhevülhet megadott hőmérsékletre. FIGYELEM! A LED dióda / diódák fénysugarát hosszabb ideig erőteljesen nézni tilos! A termék kizárólag névleges feszültséggel vagy a megadott feszültség-tartományban táplálható. Megengedhetetlen a termék használata a repedt védőüveggel vagy a védőüveg nélkül. A termék kedvezőtlen környezeti körülményekben - por, víz, nedves, robbanásveszély, vegyi gőzök stb. - nem használható. A termékszerkezet nem garantálja a különös környezeti hatásokkal szembeni ellenállást, pl. téli tisztítási sók és a jégmentesítő szerek jelenlétére, a sós légkörre.	[19, 1894, 540, 1995]
heading: OBJASNITEV UPORABLJENIH OZNAČEV IN SIMBOLOV	[560, 1672, 893, 1688]
paragraph: Údržbu provádět jen pokud je výrobek odpojen od zdroje napětí a až vystydne. Čistit výhradně jemnými a suchými tkaninami. Nepoužívat chemické čisticí prostředky. Nezakrývat výrobek. Zajistit volný přísun vzduchu. Výrobek se nesmí přehřívat nad dopustitelnou teplotu. POZOR: Nedívat se přímo do světelného paprsku diody/diod LED. Výrobek napájet pouze nominálním napětím anebo rozsahy uvedených napětí. Výrobek se nesmí používat bez anebo prasklou ochrannou se skla. Výrobek nepoužívat na místě, kde vládnou nepříznivé podmínky jako např. prach, voda, vlhkost, vibrace, exploduící atmosféra, páry nebo chemické výpary atp. Konstrukce výrobku nezaručuje odolnost vůči výjimečným podmínkám okolí např. vzhledem k přítomnosti rozmrazovacích přípravků, solné atmosféry.	[19, 59, 540, 160]
heading: OCHRANA ŽIVOTNÍHO PROSTŘEDÍ	[19, 531, 231, 547]
paragraph: Ne folosirea recomandărilor din acest ghidul poate duce la crearea unui astfel de incendiu, arsuri, un șoc electric, leziuni fizice și alte daune materiale și nemateriale. Informații suplimentare despre produse de marcă Kanlux sunt disponibile la: www.kanlux.com. Kanlux SA nu este responsabil pentru orice consecințe care rezultă din nerespectarea recomandărilor din acest manual. Compania Kanlux SA își rezervă dreptul de introducere a modificărilor în instrucțiune - versiunea actuală poate fi descărcată de pe pagina: www.kanlux.com. Declarația de conformitate CE: Prin prezenta KANLUX S.A. declară că produsul respectă cerințele esențiale și alte prevederi relevante ale Directivei 2014/53/EU. Declarația de Conformitate este disponibilă în format electronic, pe site-ul: www.kanlux.com	[560, 1269, 1081, 1370]
heading: POZNÁMKY / POKYNY	[19, 1578, 154, 1593]
symbol-explanation: P13: Proizvod je v skladu s pogoji direktive Evropske Unije (EU).	[560, 1904, 852, 1915]
heading: ПРИМЕЧАНИЯ / УКАЗАНИЯ	[1101, 2066, 1270, 2082]
symbol-explanation: P8: Прахонепроницаем продукт. Защита срещу водни течения.	[1101, 575, 1401, 587]
symbol-explanation: P3: Fluxul de lumină nominal. Fluxul luminos specificat se referă la sursa de lumina utilizată (modul LED).	[560, 756, 1038, 769]
symbol-explanation: P17: Tento produkt obsahuje světelný zdroj s třídou energetické účinnosti D	[19, 443, 361, 455]
symbol-explanation: P22: Pozor, obstaja tveganje električnega udara.	[560, 2017, 780, 2030]
paragraph: Modificări tehnice rezervate. Înainte de a trece pentru instalarea citește instrucțiunii. Persoană de instalare ar trebui să fie cu autorizatia competență. Orice acțiune face după oprirea alimentării. Trebuie făcută atenția mare. Produsul conține contacul / clemele de protecție. Lipsa de conexiune conductorului de protecție este pericole de șoc electric. Schematică montajului: a se vedea ilustrații. Înainte de prima utilizare, asigurați-vă că o conexiune buna de montare mecanice si electrice. Produsul poate fi conectat la rețea, care să corespundă standardelor de calitate definite de legislația de energie. Pentru a menține nivelul corespunzător al gradului de protecție IP trebuie potrivit diametrul cablului de alimentare cu diametrul elemei utilizate în produs. Aparatul de iluminat nu funcționează cu sistemul Switch-DIM/Touch-DIM folosind un buton monostabil	[560, 471, 1081, 573]
heading: KÖRNYEZETVÉDELEM	[560, 157, 698, 173]
symbol-explanation: P13: Изделие выполняет требования Директив Европейского Союза (ЕС).	[1101, 1734, 1453, 1746]
paragraph: Skrbite za naravno okolje in čistočo. Priporočamo segregacijo embalažnih odpadkov. P24: Ta označitev pomeni, da je selektivno zbiranje izrabljenih električnih in elektronskih strojev obvezna. Ti proizvodi so lahko škodljivi za okolje in ljudsko zdravje, za to zahtevajo specialistične forme varovanja / reciklinga / uničenja.Tak označeni proizvodi morajo biti oddajani v točkah zbiranja izrabljenih električnih ali elektronskih naprav. Izrabljene stroje lahko oddajate prodajalcu v primeru nakupa novega stroja in v količini ne večji kot količina novega stroja iste vrste. Ta regulacije se tiče Evropske Unije. V primeru drugih držav, se morate ravnati po regulacijah obvezni v teh državah. Takrat priporočamo kontakt s distributerjem naših proizvodov.	[560, 2058, 1081, 2147]
paragraph: Ügyeljen a tisztaságra és a környezetre. Javasolt a csomagolási hulladék szegregációja. P24: Ez a jel mutatja az elhasználódott elektromos és elektronikus berendezés szelektív gyűjtésének a szükségességét. Így megjelölt termékek a bírság kiszabásának a terhe alatt szokásos szeméttárolóba nem dobhatók ki. Ilyen termékek károsak lehetnek a környezetre és az emberi egészségre, a feldolgozás / újrahasznosítás / kezelés / hasznosítás különös formáját igényelik. Így megjelölt termékeket el kell szállítani az elhasználódott elektromos és elektronikus berendezések gyűjtő helyre. Információk a gyűjtőhelyekre vonatkozóan a helyi hatóságoktól vagy az ilyen berendezés forgalmazóitól kaphatók. Az elhasználódott berendezést az eladója is köteles átvenni az új ugyanilyen típusú berendezés ugyanilyen mennyiségben történő vásárlása esetén. A fenti szabályok az Európai Unió területén érvényesek. Más országok esetén az adott ország területén hatályos jogszabályokat kell alkalmazni. Lépjen kapcsolatba a termékeink adott területén működő forgalmazóival.	[560, 172, 1081, 299]
symbol-list	[1101, 447, 1622, 855]
symbol-explanation: P12: Ihneď prestaňte používať výrobok, keď je vonkajší sklenená guľa lampy prasknutá alebo rozbitá. Okamžite vymeňte prasknuté alebo poškodené tienidlo alebo obrazovku, ochranné sklíčko.	[19, 1271, 540, 1296]
heading: VAROSTVO OKOLJA	[560, 2043, 686, 2059]
section-ro	[560, 413, 1081, 1371]
symbol-explanation: P4: Menovitý svetelný tok.	[19, 1118, 139, 1130]
symbol-explanation: P8: Neprodušen proizvod. Zaščita pred curki vode.	[560, 1801, 790, 1814]
symbol-explanation: P6: Teplota farieb.	[19, 1144, 102, 1156]
symbol-list	[19, 1080, 540, 1437]
column-3	[1101, 17, 1622, 2283]
symbol-explanation: P23: Za industrijsko uporabo (npr. proizvodne hale, skladišča itd.).	[560, 2031, 859, 2043]
symbol-explanation: P21: Температури на околната среда, на която може да бъде изложен продукта.	[1101, 817, 1484, 829]
symbol-explanation: P8: Výrobek určený proti prachu. Ochrana proti silně tryskající vodě.	[19, 289, 328, 302]
symbol-explanation: P23: Ipari felhasználásra (pl. csarnokokban, raktárakban, stb.)	[560, 145, 842, 157]
symbol-explanation: P10: Indică distanța minimă pe care poate are corpul de iluminat (sursă ei de lumină) de la locurile și obiectele de iluminat.	[560, 871, 1081, 896]
symbol-explanation: P22: Осторожно, опасность поражения электрическим током.	[1101, 1875, 1393, 1886]
symbol-explanation: P7: I Класс. В данном изделии защитную функцию от поражения электрическим током, кроме основной изоляции, исполняют также дополнительные средства безопасности, в качестве дополнительной защищающей цепи, к которой можно присоединить защитную жилу стационарной питающей установки.	[1101, 1594, 1622, 1632]
heading: URČENIE / POUŽITIE	[19, 778, 145, 794]
symbol-explanation: P21: Диапазон температуры окружающей среды, в которой может работать изделие.	[1101, 1861, 1505, 1874]
heading: TANÁCSOK / JAVASLATOK	[560, 299, 722, 314]
symbol-list	[19, 176, 540, 532]
heading: МОНТАЖ	[1101, 122, 1158, 138]
heading: ФУНКЦИОНАЛЬНАЯ ХАРАКТЕРИСТИКА	[1101, 1335, 1347, 1350]
heading: POKYNY K PREVÁDZKE / ÚDRŽBA	[19, 949, 229, 964]
paragraph: Kanlux SA si pridržuje pravico do sprememb navodil - veljavna različica je na voljo na strani www.kanlux.com. Izjava o skladnosti CE: KANLUX S.A. izjavlja, da je proizvod v skladu s načelnimi pogoji ter drugimi primernimi odločbami direktive 2014/53/EU. Izjava o skladnosti je dosegljiva v elektronski obliki na internetni strani: www.kanlux.com	[1101, 17, 1622, 68]
symbol-explanation: P1: Номинално напрежение, честота.	[1101, 447, 1280, 460]
section-si	[560, 1381, 1081, 2212]
paragraph: Proizvod namenjen notranji ali/in zunanji uporabi.	[560, 1555, 783, 1568]
symbol-explanation: P1: Напряжение номинальное, частота.	[1101, 1505, 1290, 1518]
heading: ПРЕПОРЪКИ ЗА ЕКСПЛОАТАЦИЯ / КОНСЕРВАЦИЯ	[1101, 291, 1416, 307]
language-code: RU/BY	[1101, 1148, 1147, 1165]
heading: ОБЯСНЕНИЕ НА ИЗПОЛЗВАНИТЕ ЗНАЦИ И СИМВОЛИ	[1101, 433, 1438, 448]
symbol-explanation: P21: Razpon temperature okolja, na katero je lahko izpostavljen proizvod.	[560, 2005, 894, 2017]
heading: ОПАЗВАНЕ НА ОКОЛНАТА СРЕДА	[1101, 854, 1312, 870]
symbol-explanation: P18: Protecții la suprateniunii la o energie mecanice 5J.	[560, 1011, 812, 1023]
symbol-explanation: P13: Produsul îndeplinește cerințele Uniunii Europene (UE).	[560, 947, 832, 959]
